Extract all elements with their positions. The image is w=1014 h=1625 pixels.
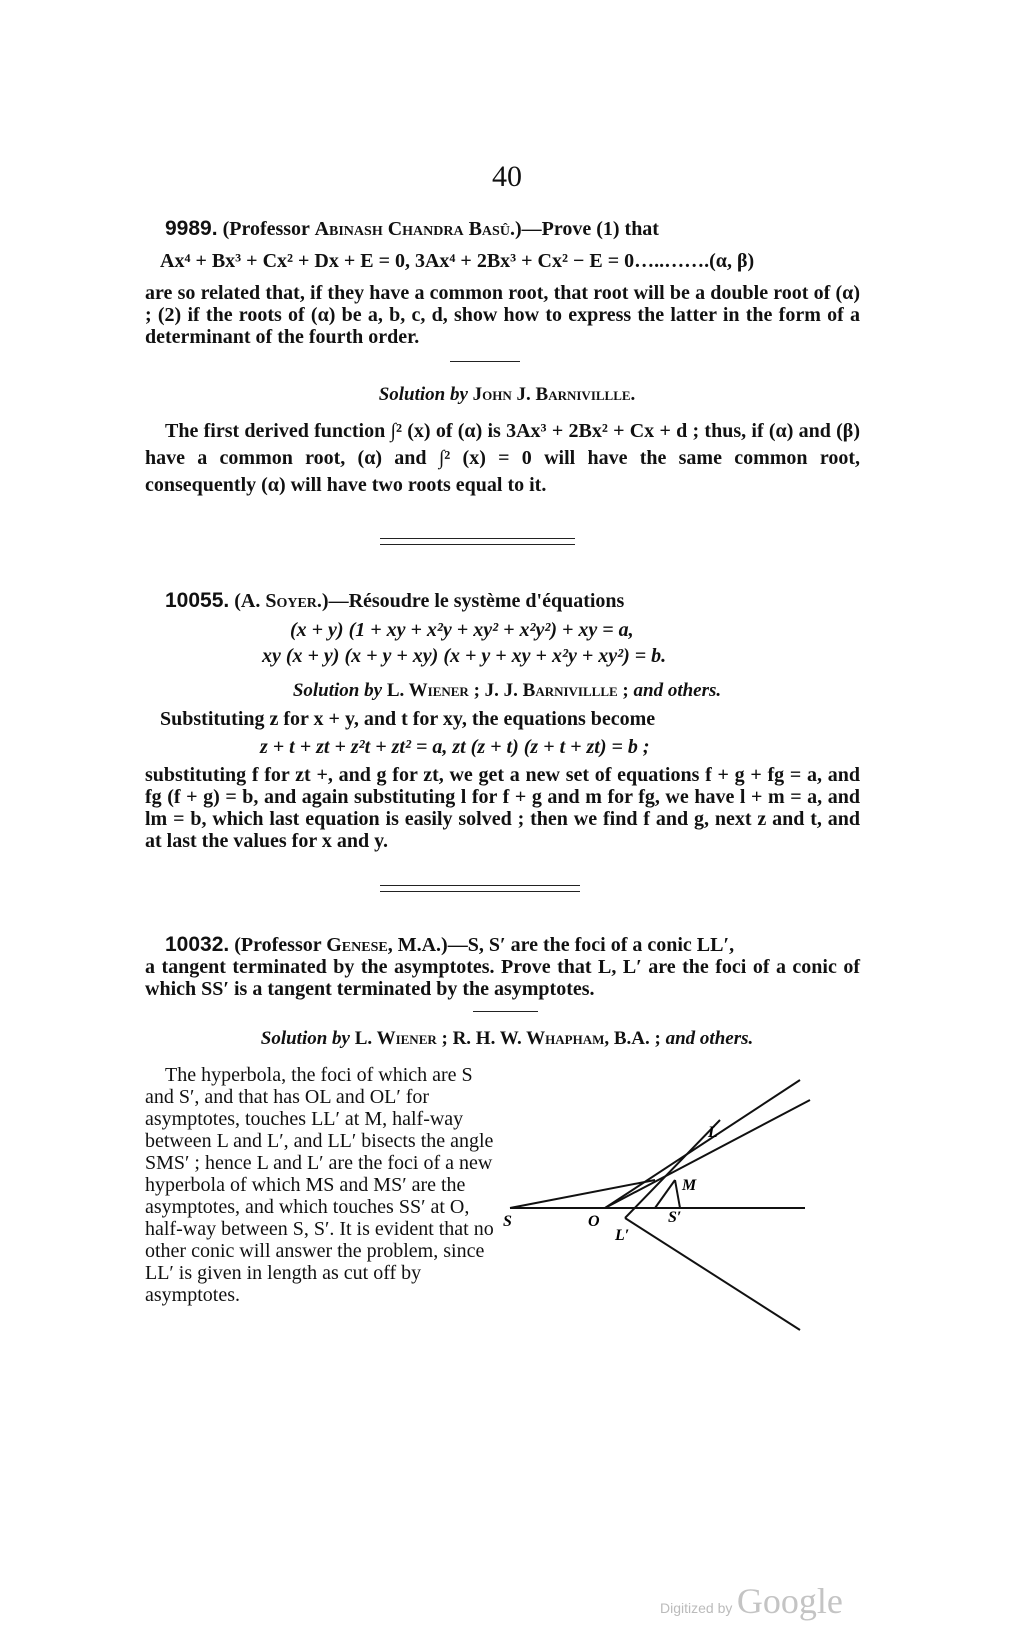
solution-line: Substituting z for x + y, and t for xy, the equations become: [160, 708, 656, 730]
solution-heading: [0, 680, 1014, 702]
solution-text: The hyperbola, the foci of which are S and S′, and that has OL and OL′ for asymptotes, touches LL′ at M, half-way between L and L′, and LL′ bisects the angle SMS′ ; hence L and L′ are the foci of a new hyperbola of which MS and MS′ are the asymptotes, and which touches SS′ at O, half-way between S, S′. It is evident that no other conic will answer the problem, since LL′ is given in length as cut off by asymptotes.: [145, 1064, 494, 1306]
equation-1: (x + y) (1 + xy + x²y + xy² + x²y²) + xy = a,: [290, 619, 634, 641]
problem-intro-cont: , M.A.)—S, S′ are the foci of a conic LL′,: [387, 934, 735, 956]
problem-author: Abinash Chandra Basû: [314, 218, 510, 240]
problem-equation: Ax⁴ + Bx³ + Cx² + Dx + E = 0, 3Ax⁴ + 2Bx³ + Cx² − E = 0…..…….(α, β): [160, 250, 755, 272]
label-L: L: [708, 1124, 718, 1141]
problem-number: 10055.: [165, 589, 230, 612]
label-S: S: [503, 1213, 512, 1230]
section-divider: [380, 538, 575, 539]
solution-text: The first derived function ∫² (x) of (α) is 3Ax³ + 2Bx² + Cx + d ; thus, if (α) and (β) have a common root, (α) and ∫² (x) = 0 will have the same common root, consequently (α) will have two roots equal to it.: [145, 420, 860, 496]
divider: [473, 1011, 538, 1012]
solver-name: John J. Barnivillle.: [472, 384, 636, 405]
problem-body: are so related that, if they have a common root, that root will be a double root of (α) ; (2) if the roots of (α) be a, b, c, d, show how to express the latter in the form of a determinant of the fourth order.: [145, 282, 860, 348]
section-divider: [380, 891, 580, 892]
tangent-line: [605, 1100, 810, 1208]
problem-number: 9989.: [165, 217, 218, 240]
and-others: and others.: [633, 680, 722, 701]
equation-3: z + t + zt + z²t + zt² = a, zt (z + t) (z + t + zt) = b ;: [260, 736, 650, 758]
problem-intro-cont: .)—Résoudre le système d'équations: [316, 590, 625, 612]
solver-names: L. Wiener ; R. H. W. Whapham, B.A. ;: [354, 1028, 661, 1049]
problem-intro: (Professor: [234, 934, 327, 956]
watermark-small: Digitized by: [660, 1600, 733, 1616]
problem-10055-statement: [145, 590, 860, 612]
divider: [450, 361, 520, 362]
and-others: and others.: [665, 1028, 754, 1049]
section-divider: [380, 885, 580, 886]
digitized-watermark: [660, 1580, 843, 1622]
solution-text: substituting f for zt +, and g for zt, we get a new set of equations f + g + fg = a, and fg (f + g) = b, and again substituting l for f + g and m for fg, we have l + m = a, and lm = b, which last equation is easily solved ; then we find f and g, next z and t, and at last the values for x and y.: [145, 764, 860, 852]
solver-names: L. Wiener ; J. J. Barnivillle ;: [386, 680, 629, 701]
line-m-s-prime: [675, 1180, 680, 1208]
problem-9989-statement: [145, 218, 860, 240]
problem-intro: (A.: [234, 590, 266, 612]
watermark-logo: Google: [736, 1581, 843, 1621]
problem-10032-statement: [145, 934, 860, 956]
solution-heading: [0, 384, 1014, 406]
problem-author: Genese: [326, 934, 388, 956]
solution-by-label: Solution by: [260, 1028, 350, 1049]
label-M: M: [682, 1177, 697, 1194]
line-ll-prime: [625, 1120, 720, 1218]
page-number: 40: [492, 160, 522, 193]
equation-2: xy (x + y) (x + y + xy) (x + y + xy + x²y + xy²) = b.: [262, 645, 667, 667]
label-L-prime: L′: [615, 1227, 630, 1244]
asymptote-ol-prime: [625, 1218, 800, 1330]
problem-body: a tangent terminated by the asymptotes. Prove that L, L′ are the foci of a conic of which SS′ is a tangent terminated by the asymptotes.: [145, 956, 860, 1000]
conic-figure: [500, 1070, 830, 1360]
problem-number: 10032.: [165, 933, 230, 956]
asymptote-ol: [605, 1080, 800, 1208]
problem-author: Soyer: [265, 590, 317, 612]
label-S-prime: S′: [668, 1209, 682, 1226]
problem-intro: (Professor: [222, 218, 315, 240]
problem-intro-cont: .)—Prove (1) that: [509, 218, 659, 240]
solution-heading: [0, 1028, 1014, 1050]
solution-by-label: Solution by: [378, 384, 468, 405]
section-divider: [380, 544, 575, 545]
label-O: O: [588, 1213, 600, 1230]
solution-by-label: Solution by: [292, 680, 383, 701]
